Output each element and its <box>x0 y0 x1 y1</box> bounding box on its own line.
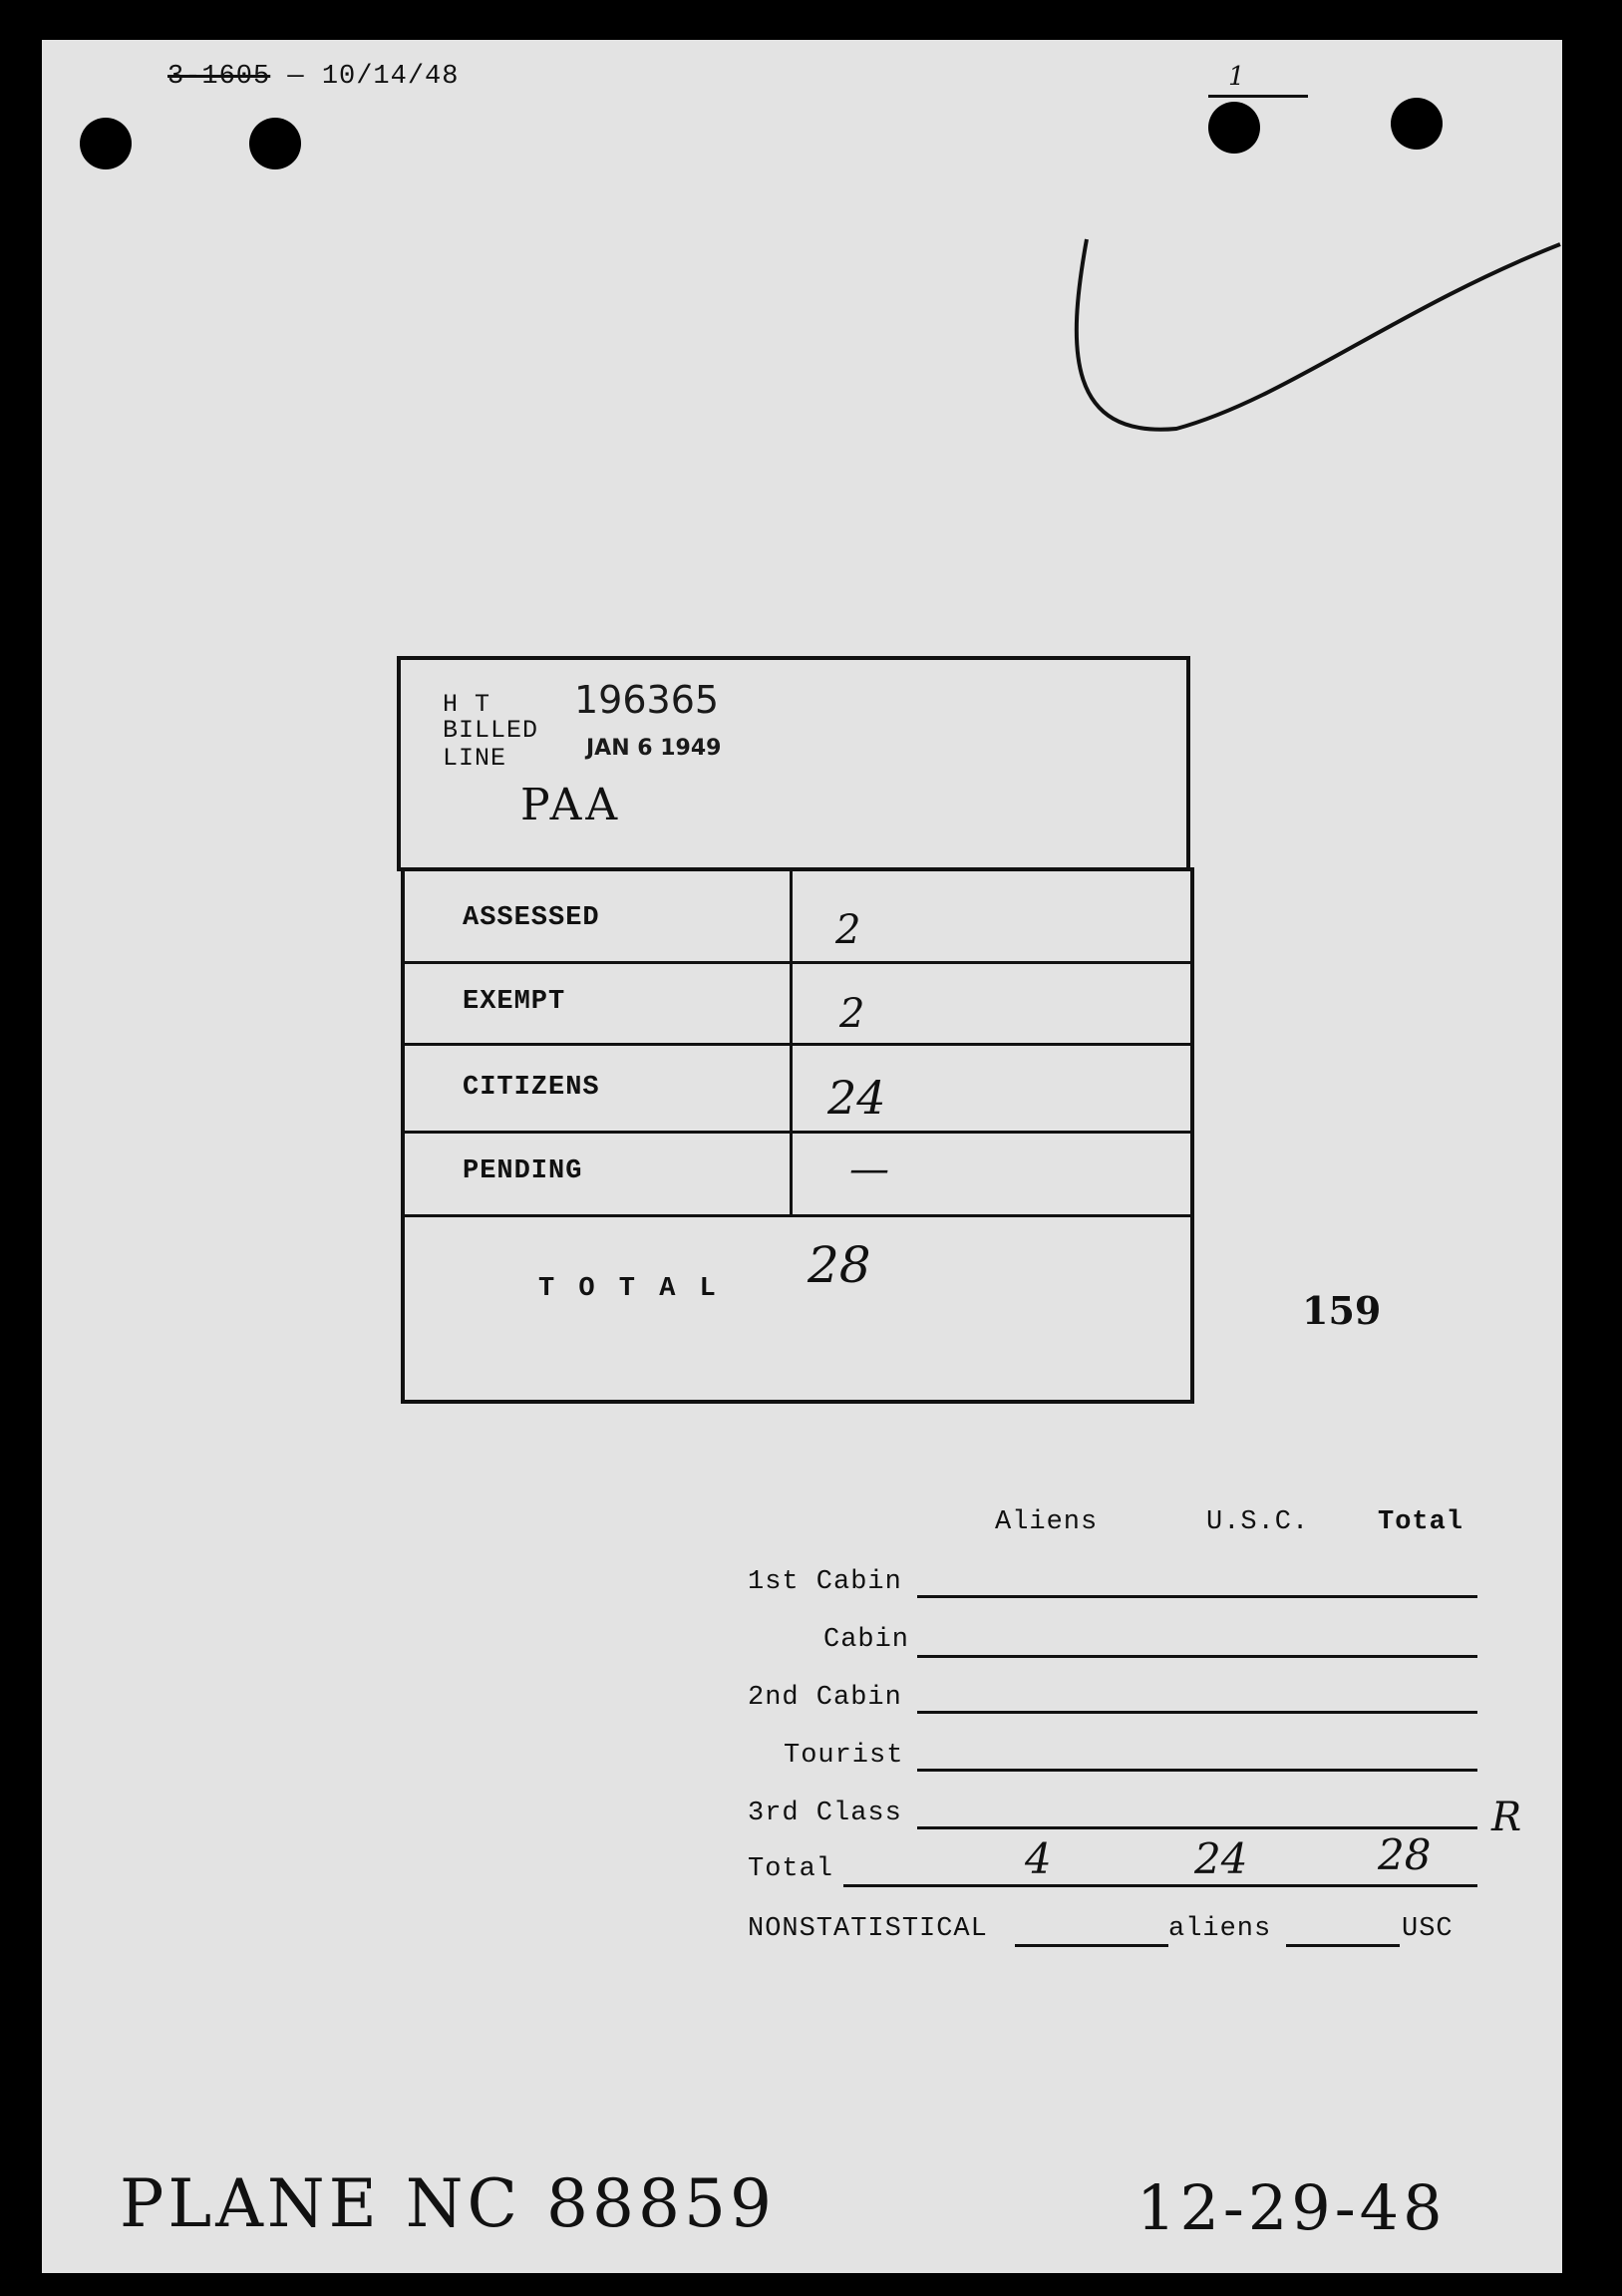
form-number <box>167 62 459 92</box>
tally-table <box>401 867 1194 1404</box>
punch-hole-3 <box>1208 102 1260 154</box>
column-divider <box>790 871 793 1216</box>
nonstat-aliens-label: aliens <box>1168 1914 1272 1944</box>
punch-hole-2 <box>249 118 301 169</box>
billed-date-stamp: JAN 6 1949 <box>586 736 722 761</box>
ht-billed-line-box <box>397 656 1190 871</box>
tally-value-pending: — <box>849 1147 889 1192</box>
punch-hole-1 <box>80 118 132 169</box>
row-label-1st-cabin: 1st Cabin <box>748 1567 902 1597</box>
total-usc: 24 <box>1194 1834 1248 1883</box>
handwritten-date: 12-29-48 <box>1136 2171 1447 2244</box>
tally-label-assessed: ASSESSED <box>463 903 600 933</box>
tally-value-assessed: 2 <box>835 907 861 953</box>
plane-registration: PLANE NC 88859 <box>120 2165 776 2242</box>
row-line-1st-cabin <box>917 1595 1477 1598</box>
row-line-2nd-cabin <box>917 1711 1477 1714</box>
nonstat-usc-label: USC <box>1402 1914 1454 1944</box>
tally-label-exempt: EXEMPT <box>463 987 566 1017</box>
page-number: 159 <box>1302 1288 1382 1333</box>
row-line-3rd-class <box>917 1826 1477 1829</box>
row-line-tourist <box>917 1769 1477 1772</box>
punch-hole-4 <box>1391 98 1443 150</box>
tally-total-value: 28 <box>808 1236 871 1294</box>
total-total: 28 <box>1378 1830 1432 1879</box>
row-divider-4 <box>401 1214 1190 1217</box>
tally-total-label: T O T A L <box>538 1274 720 1304</box>
ht-number-stamp: 196365 <box>574 678 720 722</box>
row-label-2nd-cabin: 2nd Cabin <box>748 1683 902 1713</box>
row-label-tourist: Tourist <box>784 1741 904 1771</box>
column-header-usc: U.S.C. <box>1206 1507 1310 1537</box>
nonstat-usc-line <box>1286 1944 1400 1947</box>
row-divider-1 <box>401 961 1190 964</box>
check-mark-stroke <box>1057 229 1575 449</box>
row-line-cabin <box>917 1655 1477 1658</box>
billed-label: BILLED <box>443 716 539 745</box>
row-divider-2 <box>401 1043 1190 1046</box>
total-aliens: 4 <box>1025 1834 1052 1883</box>
form-number-code: 3-1605 <box>167 62 271 92</box>
top-mark-underline <box>1208 95 1308 98</box>
tally-label-pending: PENDING <box>463 1156 583 1186</box>
nonstat-aliens-line <box>1015 1944 1168 1947</box>
line-value: PAA <box>520 780 622 830</box>
nonstatistical-label: NONSTATISTICAL <box>748 1914 988 1944</box>
column-header-aliens: Aliens <box>995 1507 1099 1537</box>
form-revision-date: — 10/14/48 <box>287 62 460 92</box>
row-label-cabin: Cabin <box>823 1625 910 1655</box>
row-label-3rd-class: 3rd Class <box>748 1799 902 1828</box>
top-mark: 1 <box>1228 62 1245 92</box>
row-line-total <box>843 1884 1477 1887</box>
side-mark: R <box>1491 1795 1522 1840</box>
ht-label: H T <box>443 690 491 719</box>
tally-label-citizens: CITIZENS <box>463 1073 600 1103</box>
column-header-total: Total <box>1378 1507 1464 1537</box>
line-label: LINE <box>443 744 507 773</box>
tally-value-exempt: 2 <box>839 991 865 1037</box>
tally-value-citizens: 24 <box>827 1071 886 1125</box>
row-divider-3 <box>401 1131 1190 1134</box>
row-label-total: Total <box>748 1854 834 1884</box>
